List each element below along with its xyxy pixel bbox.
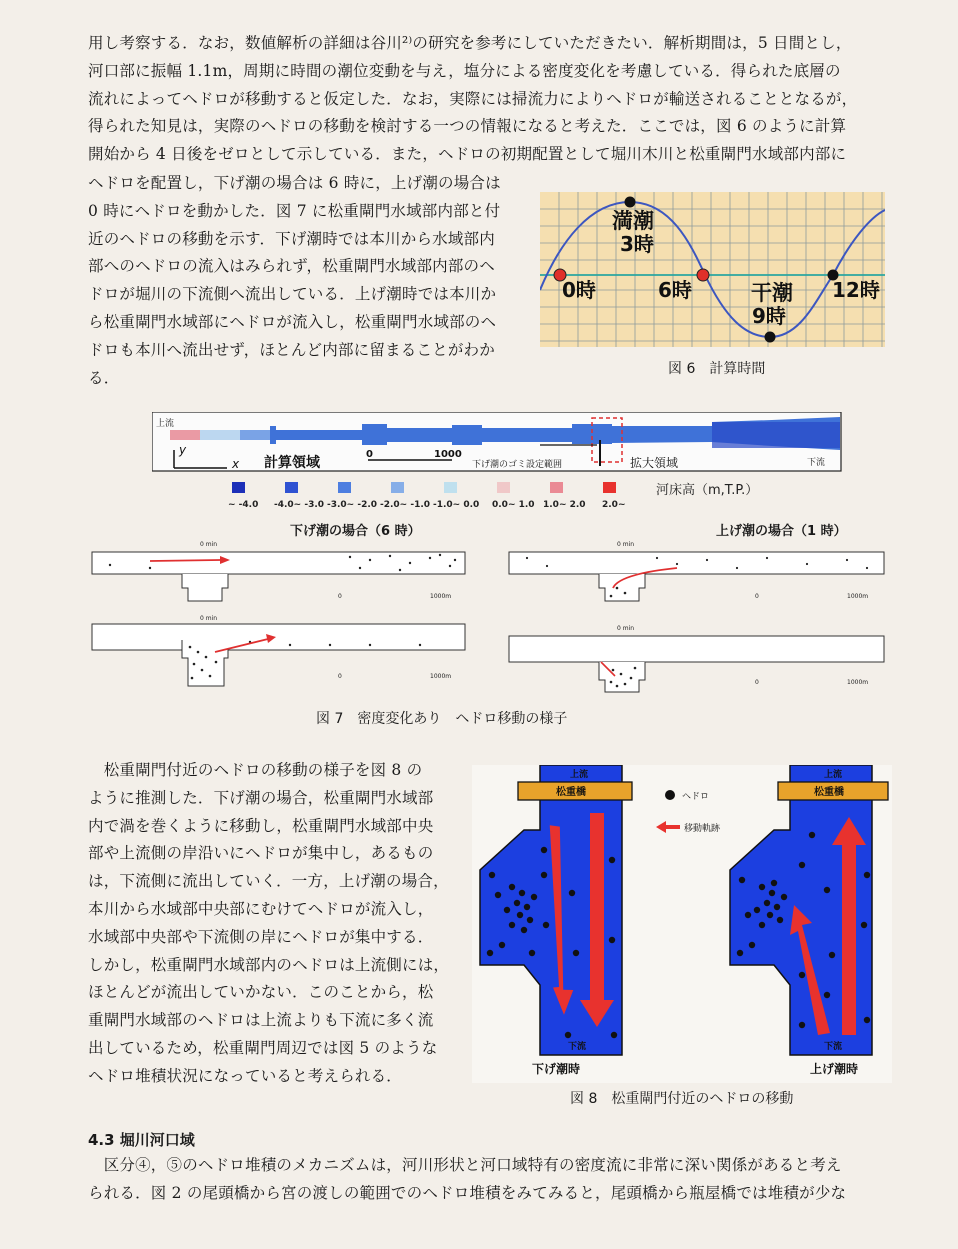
upstream-label: 上流 [570,770,589,780]
legend-label: -2.0~ -1.0 [380,500,431,510]
bridge-label: 松重橋 [814,787,844,798]
legend-label: -4.0~ -3.0 [274,500,325,510]
legend-swatch [232,482,245,493]
panel-scale-1000: 1000m [430,593,452,600]
text-line: 河口部に振幅 1.1m，周期に時間の潮位変動を与え，塩分による密度変化を考慮している．得られた底層の [88,61,841,80]
text-line: 本川から水域部中央部にむけてヘドロが流入し， [88,899,434,918]
range-label: 下げ潮のゴミ設定範囲 [472,460,563,470]
hedoro-legend-dot [665,790,675,800]
text-line: 流れによってヘドロが移動すると仮定した．なお，実際には掃流力によりヘドロが輸送されることとなるが， [88,89,858,108]
legend-swatch [550,482,563,493]
text-line: ドロも本川へ流出せず，ほとんど内部に留まることがわか [88,340,495,359]
legend-swatch [603,482,616,493]
legend-label: -3.0~ -2.0 [327,500,378,510]
text-line: は，下流側に流出していく．一方，上げ潮の場合， [88,872,449,891]
marker-3h [625,197,636,208]
panel-time-label: 0 min [200,615,218,622]
text-line: ら松重閘門水域部にヘドロが流入し，松重閘門水域部のヘ [88,312,497,331]
section-paragraph [88,1152,893,1208]
ebb-title: 下げ潮の場合（6 時） [290,524,421,539]
label-6h: 6時 [658,278,692,302]
panel-scale-1000: 1000m [430,673,452,680]
figure-8-caption: 図 8 松重閘門付近のヘドロの移動 [570,1091,794,1107]
figure-7-caption: 図 7 密度変化あり ヘドロ移動の様子 [316,711,568,727]
panel-time-label: 0 min [617,541,635,548]
legend-label: ~ -4.0 [228,500,259,510]
text-line: 0 時にヘドロを動かした．図 7 に松重閘門水域部内部と付 [88,201,501,220]
panel-scale-0: 0 [338,673,342,680]
flood-label: 上げ潮時 [810,1062,859,1076]
legend-swatch [285,482,298,493]
panel-scale-1000: 1000m [847,679,869,686]
ebb-panel-1 [90,538,468,608]
bridge-label: 松重橋 [556,787,586,798]
bottom-left-paragraph [88,757,463,1091]
text-line: ドロが堀川の下流側へ流出している．上げ潮時では本川か [88,285,497,304]
top-paragraph [88,30,893,169]
legend-swatch [338,482,351,493]
legend-path-label: 移動軌跡 [684,824,721,834]
scale-0-label: 0 [366,449,373,460]
downstream-label: 下流 [824,1042,843,1052]
downstream-label: 下流 [807,458,826,468]
panel-scale-0: 0 [338,593,342,600]
panel-scale-0: 0 [755,679,759,686]
marker-9h [765,332,776,343]
flood-panel-2 [507,622,887,694]
text-line: 近のヘドロの移動を示す．下げ潮時では本川から水域部内 [88,229,495,248]
label-12h: 12時 [832,278,880,302]
calc-area-label: 計算領域 [264,455,320,471]
text-line: 出しているため，松重閘門周辺では図 5 のような [88,1038,438,1057]
axis-x-label: x [232,457,240,471]
ebb-label: 下げ潮時 [532,1062,581,1076]
legend-title: 河床高（m,T.P.） [656,483,759,498]
upstream-label: 上流 [824,770,843,780]
text-line: 開始から 4 日後をゼロとして示している．また，ヘドロの初期配置として堀川木川と松重閘門水域部内部に [88,145,847,164]
legend-label: 1.0~ 2.0 [543,500,586,510]
text-line: 重閘門水域部のヘドロは上流よりも下流に多く流 [88,1011,434,1030]
text-line: る． [88,368,120,387]
text-line: 水域部中央部や下流側の岸にヘドロが集中する． [88,927,434,946]
text-line: 得られた知見は，実際のヘドロの移動を検討する一つの情報になると考えた．ここでは，図 6 のように計算 [88,117,847,136]
label-high-tide: 満潮 [612,209,654,233]
figure-8-diagram [472,765,892,1083]
flood-panel-1 [507,538,887,608]
section-heading: 4.3 堀川河口域 [88,1131,195,1149]
enlarge-area-label: 拡大領域 [630,456,679,470]
text-line: ヘドロ堆積状況になっていると考えられる． [88,1066,403,1085]
label-high-time: 3時 [620,232,654,256]
figure-6-caption: 図 6 計算時間 [668,361,766,377]
text-line: 部へのヘドロの流入はみられず，松重閘門水域部内部のヘ [88,257,495,276]
axis-y-label: y [179,443,187,457]
text-line: 区分④，⑤のヘドロ堆積のメカニズムは，河川形状と河口域特有の密度流に非常に深い関係があると考え [88,1156,842,1174]
label-low-time: 9時 [752,304,786,328]
figure-6-tide-chart [540,192,885,347]
label-0h: 0時 [562,278,596,302]
panel-time-label: 0 min [200,541,218,548]
downstream-label: 下流 [568,1042,587,1052]
legend-swatch [444,482,457,493]
legend-label: -1.0~ 0.0 [433,500,480,510]
flood-title: 上げ潮の場合（1 時） [716,524,847,539]
text-line: 内で渦を巻くように移動し，松重閘門水域部中央 [88,816,434,835]
panel-scale-0: 0 [755,593,759,600]
text-line: 松重閘門付近のヘドロの移動の様子を図 8 の [88,761,423,779]
legend-label: 2.0~ [602,500,626,510]
text-line: しかし，松重閘門水域部内のヘドロは上流側には， [88,955,450,974]
figure-7-river-map [152,412,842,472]
text-line: ヘドロを配置し，下げ潮の場合は 6 時に，上げ潮の場合は [88,174,501,192]
text-line: ように推測した．下げ潮の場合，松重閘門水域部 [88,788,434,807]
ebb-panel-2 [90,612,468,690]
upstream-label: 上流 [156,419,175,429]
figure-7-legend [228,481,798,511]
marker-6h [697,269,709,281]
text-line: ほとんどが流出していかない．このことから，松 [88,983,434,1002]
scale-1000-label: 1000 [434,449,462,460]
legend-hedoro-label: ヘドロ [682,792,710,802]
label-low-tide: 干潮 [751,281,793,305]
text-line: られる．図 2 の尾頭橋から宮の渡しの範囲でのヘドロ堆積をみてみると，尾頭橋から瓶屋橋では堆積が少な [88,1183,847,1202]
left-paragraph [88,170,528,392]
legend-swatch [391,482,404,493]
text-line: 用し考察する．なお，数値解析の詳細は谷川²⁾の研究を参考にしていただきたい．解析期間は，5 日間とし， [88,34,852,52]
panel-time-label: 0 min [617,625,635,632]
panel-scale-1000: 1000m [847,593,869,600]
legend-label: 0.0~ 1.0 [492,500,535,510]
text-line: 部や上流側の岸沿いにヘドロが集中し，あるもの [88,844,434,863]
legend-swatch [497,482,510,493]
